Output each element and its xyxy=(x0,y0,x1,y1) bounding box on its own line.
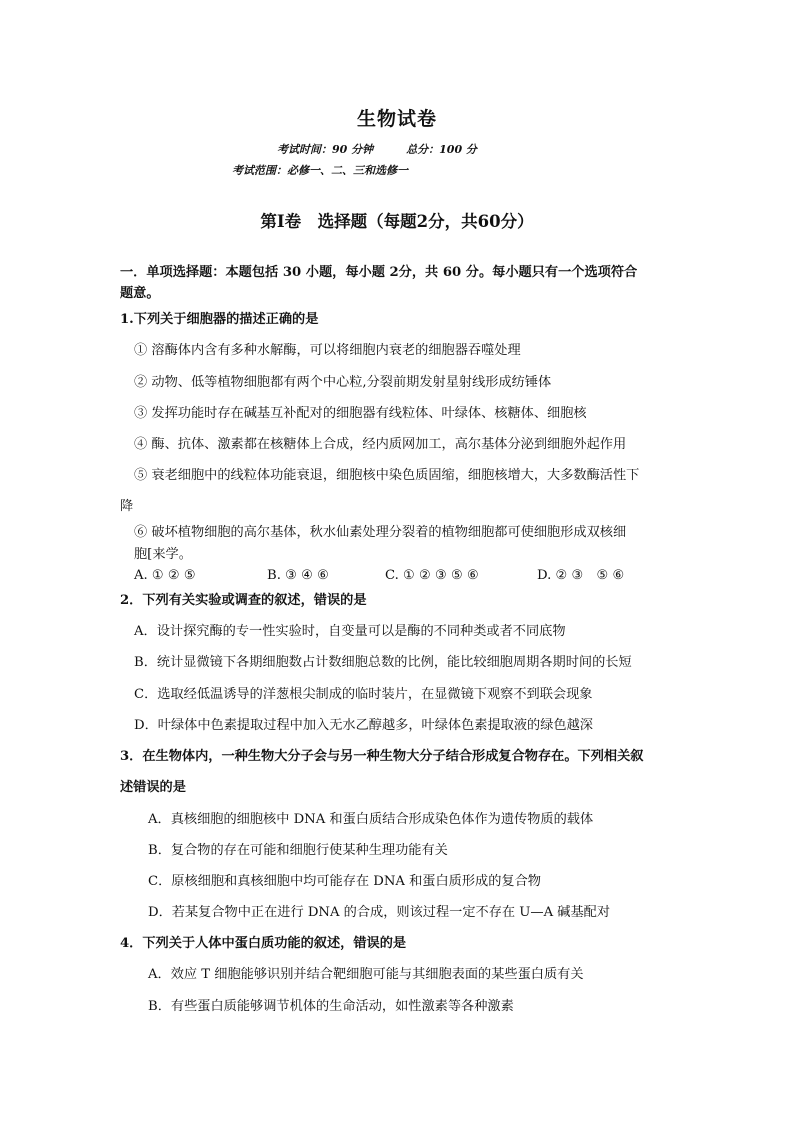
question-1-item: ④ 酶、抗体、激素都在核糖体上合成，经内质网加工，高尔基体分泌到细胞外起作用 xyxy=(134,437,627,452)
question-1-option: B. ③ ④ ⑥ xyxy=(267,568,329,583)
exam-scope: 考试范围：必修一、二、三和选修一 xyxy=(232,164,408,177)
question-1-item: ② 动物、低等植物细胞都有两个中心粒,分裂前期发射星射线形成纺锤体 xyxy=(134,375,552,390)
question-4-option: B．有些蛋白质能够调节机体的生命活动，如性激素等各种激素 xyxy=(148,999,514,1014)
exam-time-total: 考试时间：90 分钟 总分：100 分 xyxy=(277,143,477,156)
question-4-stem: 4．下列关于人体中蛋白质功能的叙述，错误的是 xyxy=(120,936,407,951)
question-3-option: A．真核细胞的细胞核中 DNA 和蛋白质结合形成染色体作为遗传物质的载体 xyxy=(148,812,594,827)
question-2-option: D．叶绿体中色素提取过程中加入无水乙醇越多，叶绿体色素提取液的绿色越深 xyxy=(134,718,593,733)
question-1-option: A. ① ② ⑤ xyxy=(134,568,196,583)
question-1-item: 降 xyxy=(120,499,134,514)
question-1-option: D. ② ③ ⑤ ⑥ xyxy=(537,568,625,583)
section-title: 第I卷 选择题（每题2分，共60分） xyxy=(260,212,534,231)
question-3-option: C．原核细胞和真核细胞中均可能存在 DNA 和蛋白质形成的复合物 xyxy=(148,874,541,889)
question-1-item: ① 溶酶体内含有多种水解酶，可以将细胞内衰老的细胞器吞噬处理 xyxy=(134,343,521,358)
question-1-item: ③ 发挥功能时存在碱基互补配对的细胞器有线粒体、叶绿体、核糖体、细胞核 xyxy=(134,406,587,421)
question-1-option: C. ① ② ③ ⑤ ⑥ xyxy=(385,568,479,583)
question-1-item: 胞[来学。 xyxy=(134,547,192,562)
question-1-item: ⑤ 衰老细胞中的线粒体功能衰退，细胞核中染色质固缩，细胞核增大，大多数酶活性下 xyxy=(134,468,640,483)
part-intro-line-2: 题意。 xyxy=(120,286,160,301)
question-2-option: C．选取经低温诱导的洋葱根尖制成的临时装片，在显微镜下观察不到联会现象 xyxy=(134,687,593,702)
question-2-option: A．设计探究酶的专一性实验时，自变量可以是酶的不同种类或者不同底物 xyxy=(134,624,566,639)
question-4-option: A．效应 T 细胞能够识别并结合靶细胞可能与其细胞表面的某些蛋白质有关 xyxy=(148,967,584,982)
question-2-stem: 2．下列有关实验或调查的叙述，错误的是 xyxy=(120,593,367,608)
question-1-item: ⑥ 破坏植物细胞的高尔基体，秋水仙素处理分裂着的植物细胞都可使细胞形成双核细 xyxy=(134,525,627,540)
question-1-stem: 1.下列关于细胞器的描述正确的是 xyxy=(120,312,319,327)
question-2-option: B．统计显微镜下各期细胞数占计数细胞总数的比例，能比较细胞周期各期时间的长短 xyxy=(134,655,632,670)
question-1-options xyxy=(134,564,624,583)
question-3-stem: 3．在生物体内，一种生物大分子会与另一种生物大分子结合形成复合物存在。下列相关叙 xyxy=(120,749,644,764)
question-3-stem: 述错误的是 xyxy=(120,780,186,795)
question-3-option: D．若某复合物中正在进行 DNA 的合成，则该过程一定不存在 U—A 碱基配对 xyxy=(148,905,611,920)
question-3-option: B．复合物的存在可能和细胞行使某种生理功能有关 xyxy=(148,843,448,858)
page-title: 生物试卷 xyxy=(356,108,437,130)
part-intro-line-1: 一．单项选择题：本题包括 30 小题，每小题 2分，共 60 分。每小题只有一个选项符合 xyxy=(120,265,638,280)
